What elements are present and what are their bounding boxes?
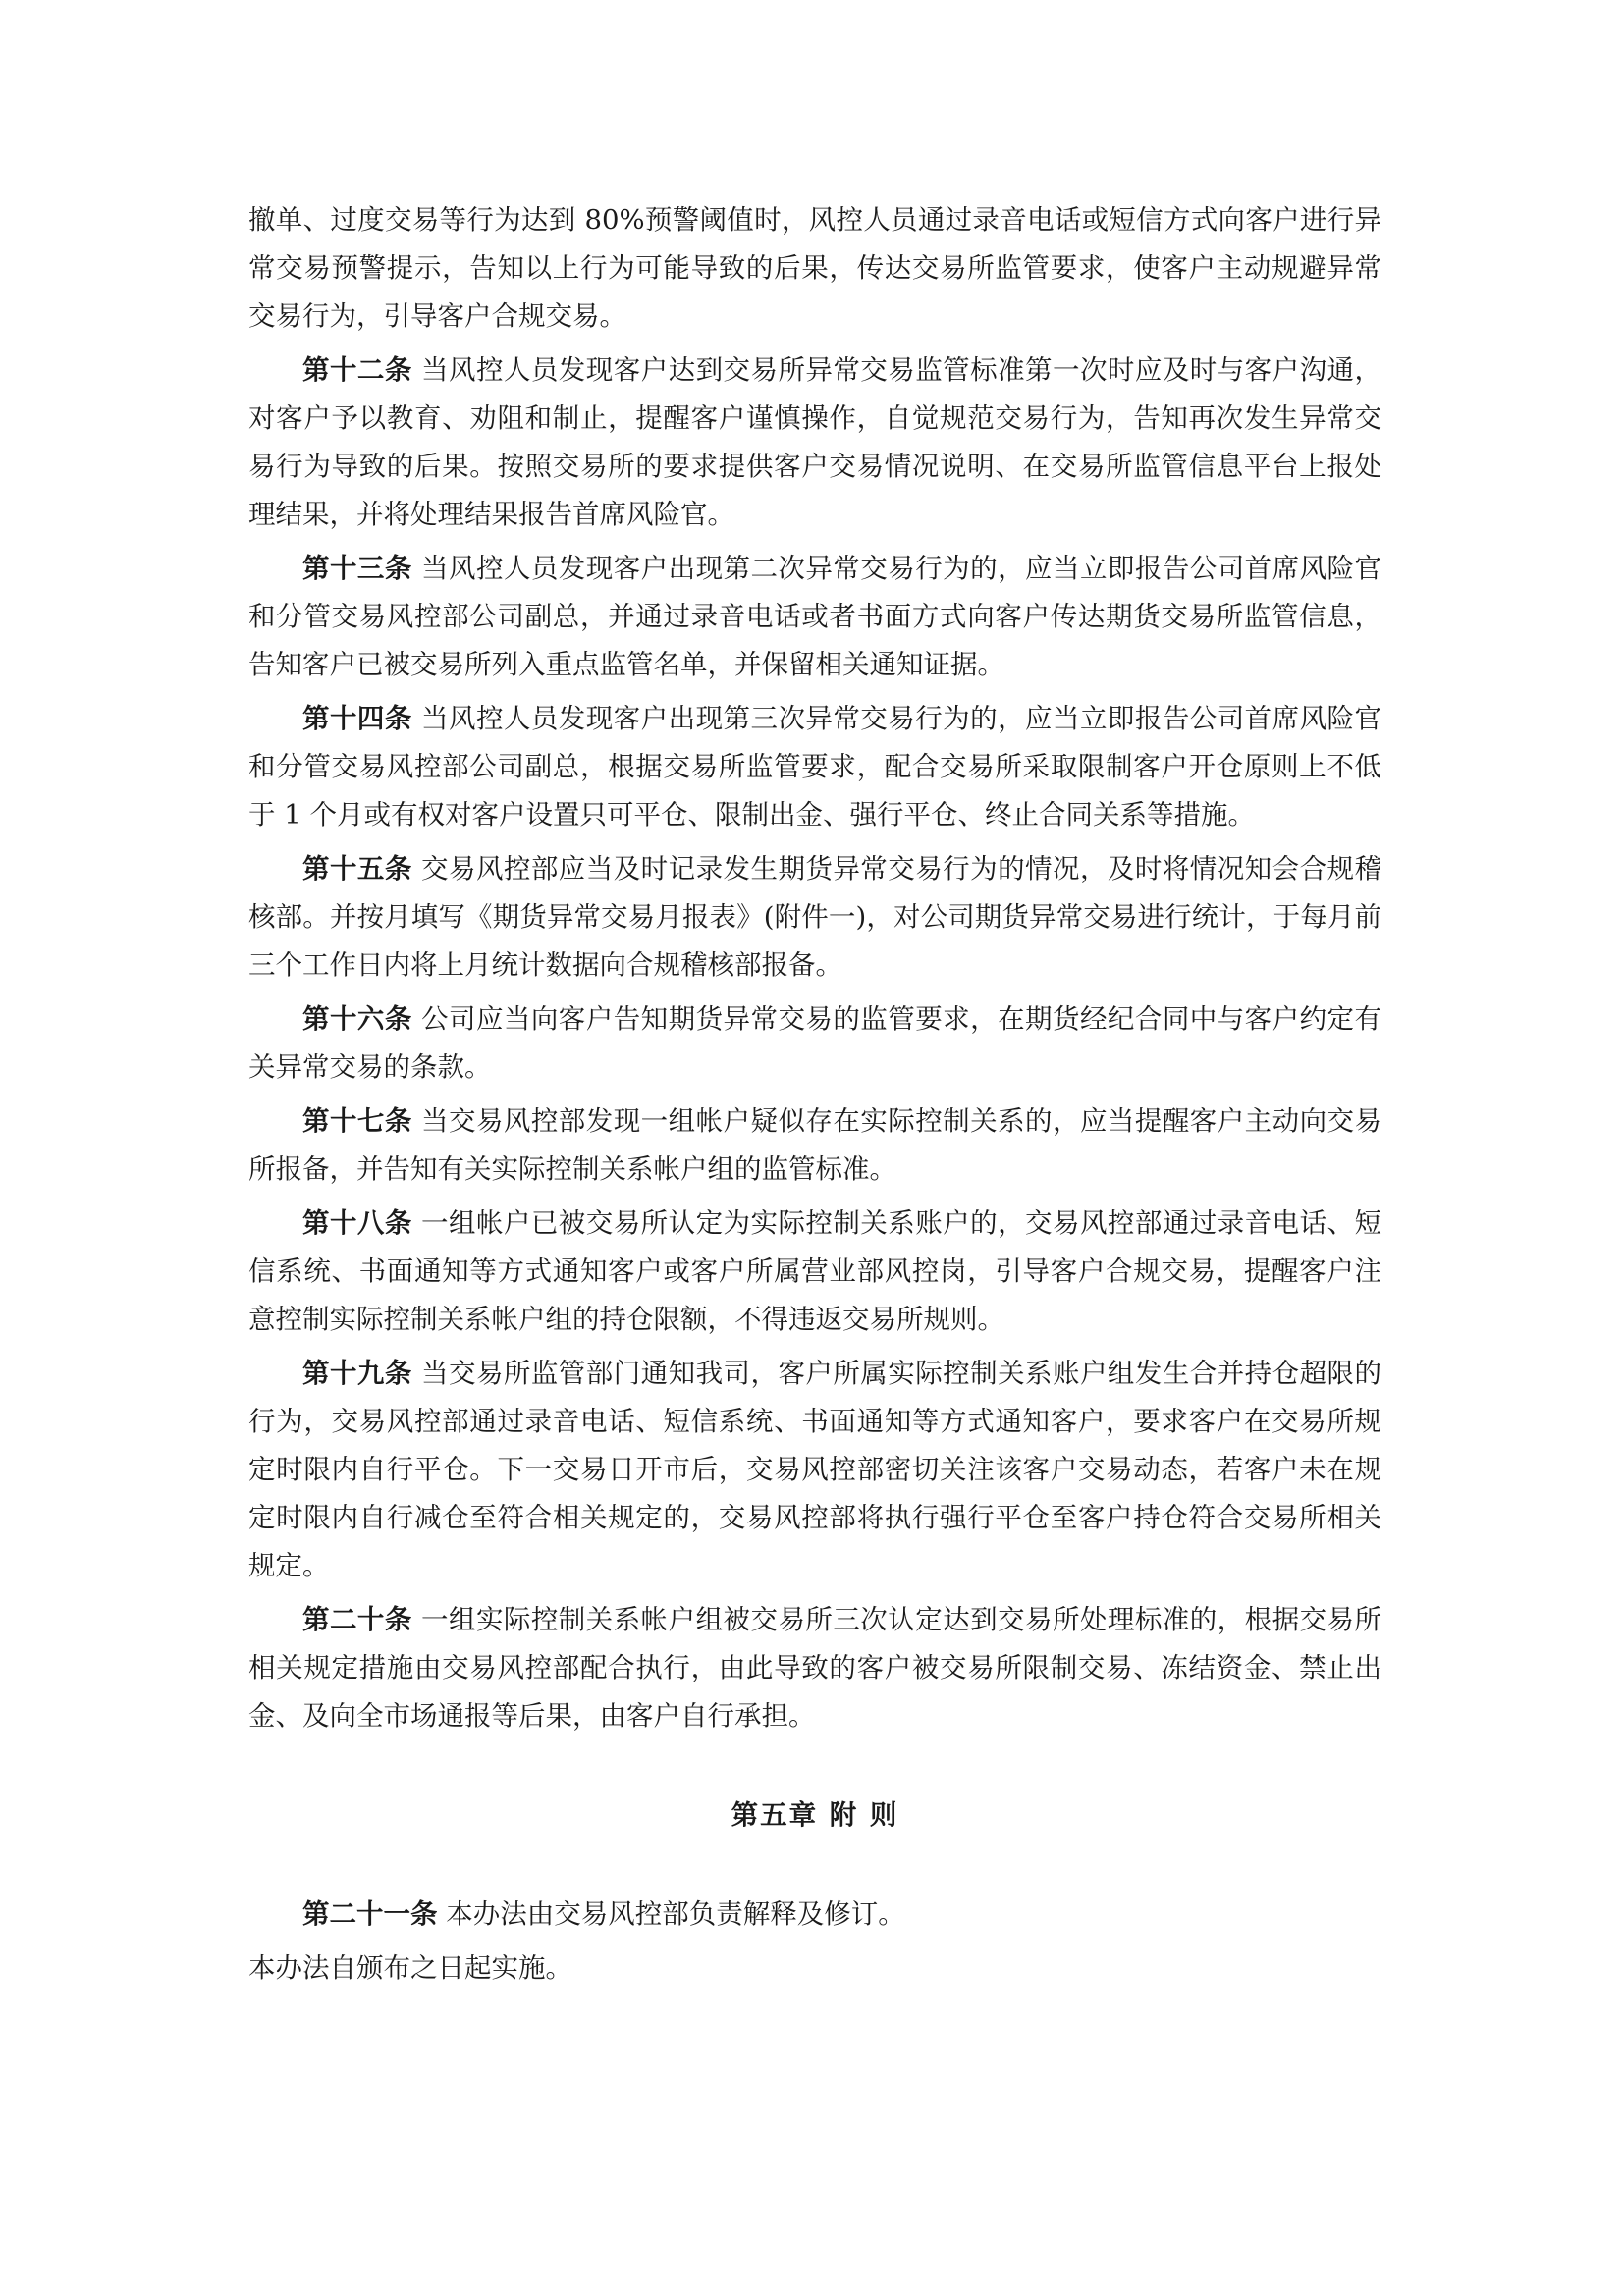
article-18 [248,1200,1381,1344]
article-text: 当风控人员发现客户出现第二次异常交易行为的，应当立即报告公司首席风险官和分管交易风控部公司副总，并通过录音电话或者书面方式向客户传达期货交易所监管信息，告知客户已被交易所列入重点监管名单，并保留相关通知证据。 [248,553,1382,680]
article-19 [248,1350,1381,1590]
article-number: 第十五条 [302,853,412,884]
paragraph-text: 撤单、过度交易等行为达到 80%预警阈值时，风控人员通过录音电话或短信方式向客户进行异常交易预警提示，告知以上行为可能导致的后果，传达交易所监管要求，使客户主动规避异常交易行为，引导客户合规交易。 [248,204,1381,332]
article-number: 第十二条 [302,354,412,386]
article-number: 第十三条 [302,553,412,584]
article-12 [248,347,1381,539]
paragraph-continuation [248,196,1381,341]
final-line: 本办法自颁布之日起实施。 [248,1952,572,1984]
article-21 [248,1891,1381,1939]
article-text: 当风控人员发现客户出现第三次异常交易行为的，应当立即报告公司首席风险官和分管交易风控部公司副总，根据交易所监管要求，配合交易所采取限制客户开仓原则上不低于 1 个月或有权对客户设置只可平仓、限制出金、强行平仓、终止合同关系等措施。 [248,703,1382,830]
document-page [248,196,1381,1999]
chapter-heading: 第五章 附 则 [731,1799,899,1831]
article-text: 当风控人员发现客户达到交易所异常交易监管标准第一次时应及时与客户沟通，对客户予以教育、劝阻和制止，提醒客户谨慎操作，自觉规范交易行为，告知再次发生异常交易行为导致的后果。按照交易所的要求提供客户交易情况说明、在交易所监管信息平台上报处理结果，并将处理结果报告首席风险官。 [248,354,1382,530]
article-20 [248,1596,1381,1740]
article-text: 本办法由交易风控部负责解释及修订。 [446,1898,905,1930]
article-number: 第十四条 [302,703,412,734]
article-number: 第二十一条 [302,1898,438,1930]
article-17 [248,1097,1381,1194]
article-number: 第十七条 [302,1105,412,1137]
article-number: 第十六条 [302,1003,412,1035]
article-number: 第十八条 [302,1207,412,1239]
article-number: 第二十条 [302,1604,412,1635]
article-text: 当交易风控部发现一组帐户疑似存在实际控制关系的，应当提醒客户主动向交易所报备，并告知有关实际控制关系帐户组的监管标准。 [248,1105,1382,1185]
article-number: 第十九条 [302,1358,412,1389]
article-text: 公司应当向客户告知期货异常交易的监管要求，在期货经纪合同中与客户约定有关异常交易的条款。 [248,1003,1382,1083]
article-15 [248,845,1381,989]
article-text: 一组帐户已被交易所认定为实际控制关系账户的，交易风控部通过录音电话、短信系统、书面通知等方式通知客户或客户所属营业部风控岗，引导客户合规交易，提醒客户注意控制实际控制关系帐户组的持仓限额，不得违返交易所规则。 [248,1207,1382,1335]
article-text: 交易风控部应当及时记录发生期货异常交易行为的情况，及时将情况知会合规稽核部。并按月填写《期货异常交易月报表》(附件一)，对公司期货异常交易进行统计，于每月前三个工作日内将上月统计数据向合规稽核部报备。 [248,853,1382,981]
article-13 [248,545,1381,689]
article-14 [248,695,1381,839]
article-16 [248,995,1381,1092]
article-text: 一组实际控制关系帐户组被交易所三次认定达到交易所处理标准的，根据交易所相关规定措施由交易风控部配合执行，由此导致的客户被交易所限制交易、冻结资金、禁止出金、及向全市场通报等后果，由客户自行承担。 [248,1604,1382,1732]
article-text: 当交易所监管部门通知我司，客户所属实际控制关系账户组发生合并持仓超限的行为，交易风控部通过录音电话、短信系统、书面通知等方式通知客户，要求客户在交易所规定时限内自行平仓。下一交易日开市后，交易风控部密切关注该客户交易动态，若客户未在规定时限内自行减仓至符合相关规定的，交易风控部将执行强行平仓至客户持仓符合交易所相关规定。 [248,1358,1382,1581]
